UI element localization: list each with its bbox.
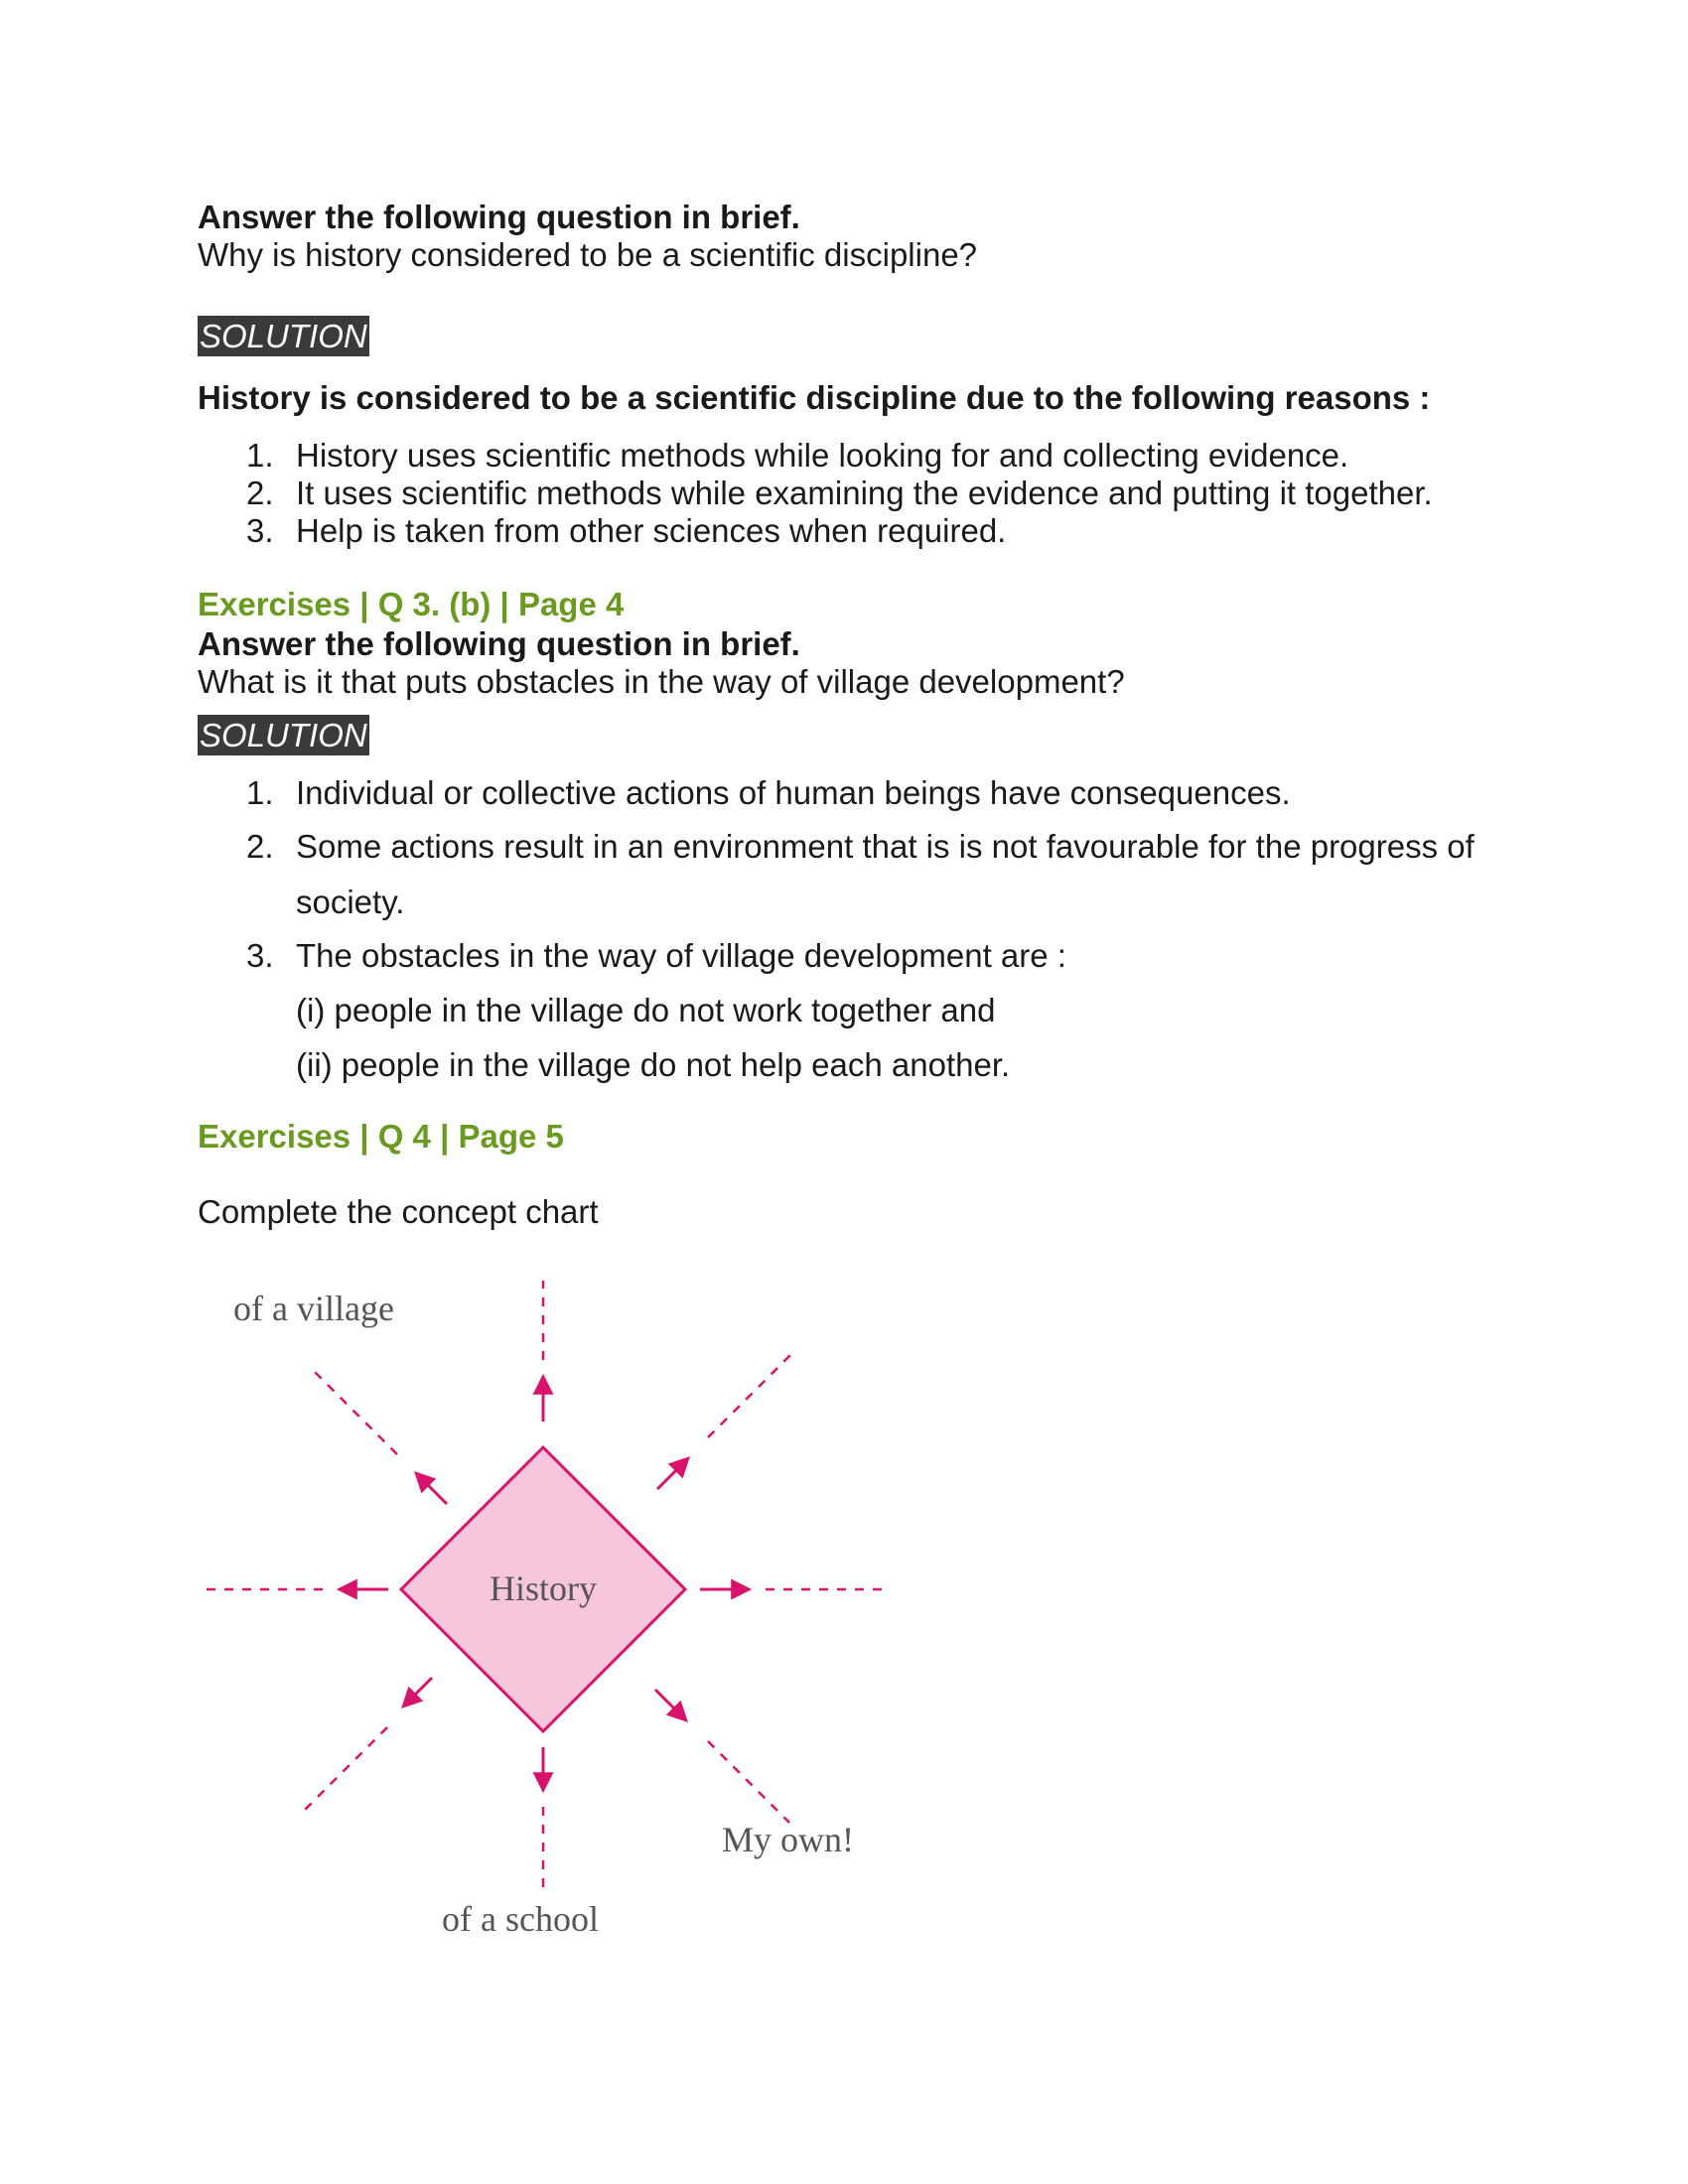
list-number: 2.: [246, 828, 274, 865]
dash-down-right: [708, 1741, 789, 1823]
list-text: (ii) people in the village do not help each another.: [296, 1046, 1011, 1083]
label-bottom-right: My own!: [722, 1820, 854, 1859]
arrow-down-left: [404, 1678, 432, 1706]
dash-up-right: [708, 1351, 794, 1437]
label-top-left: of a village: [233, 1289, 394, 1328]
list-text: Individual or collective actions of human beings have consequences.: [296, 774, 1291, 811]
list-number: 3.: [246, 512, 274, 549]
question-heading: Answer the following question in brief.: [198, 199, 800, 235]
list-number: 3.: [246, 937, 274, 974]
list-text: The obstacles in the way of village development are :: [296, 937, 1066, 974]
list-text: History uses scientific methods while looking for and collecting evidence.: [296, 437, 1349, 474]
center-label: History: [490, 1569, 597, 1608]
question-heading: Answer the following question in brief.: [198, 625, 800, 662]
solution-label: SOLUTION: [200, 318, 367, 354]
list-text: It uses scientific methods while examining the evidence and putting it together.: [296, 475, 1433, 511]
solution-label: SOLUTION: [200, 717, 367, 753]
list-text: (i) people in the village do not work together and: [296, 992, 996, 1028]
exercise-reference: Exercises | Q 3. (b) | Page 4: [198, 586, 625, 622]
answer-heading: History is considered to be a scientific discipline due to the following reasons :: [198, 379, 1431, 416]
arrow-up-right: [657, 1459, 687, 1489]
list-number: 1.: [246, 774, 274, 811]
question-text: What is it that puts obstacles in the way of village development?: [198, 663, 1125, 700]
question-text: Complete the concept chart: [198, 1193, 599, 1230]
list-number: 1.: [246, 437, 274, 474]
question-text: Why is history considered to be a scientific discipline?: [198, 236, 978, 273]
exercise-reference: Exercises | Q 4 | Page 5: [198, 1118, 564, 1155]
list-text: Some actions result in an environment that is is not favourable for the progress of: [296, 828, 1475, 865]
list-text: society.: [296, 884, 405, 920]
dash-up-left: [313, 1370, 397, 1454]
label-bottom: of a school: [442, 1899, 599, 1939]
list-text: Help is taken from other sciences when required.: [296, 512, 1007, 549]
concept-chart: [194, 1261, 909, 1976]
arrow-up-left: [417, 1474, 447, 1504]
arrow-down-right: [655, 1690, 685, 1719]
list-number: 2.: [246, 475, 274, 511]
dash-down-left: [303, 1727, 387, 1812]
